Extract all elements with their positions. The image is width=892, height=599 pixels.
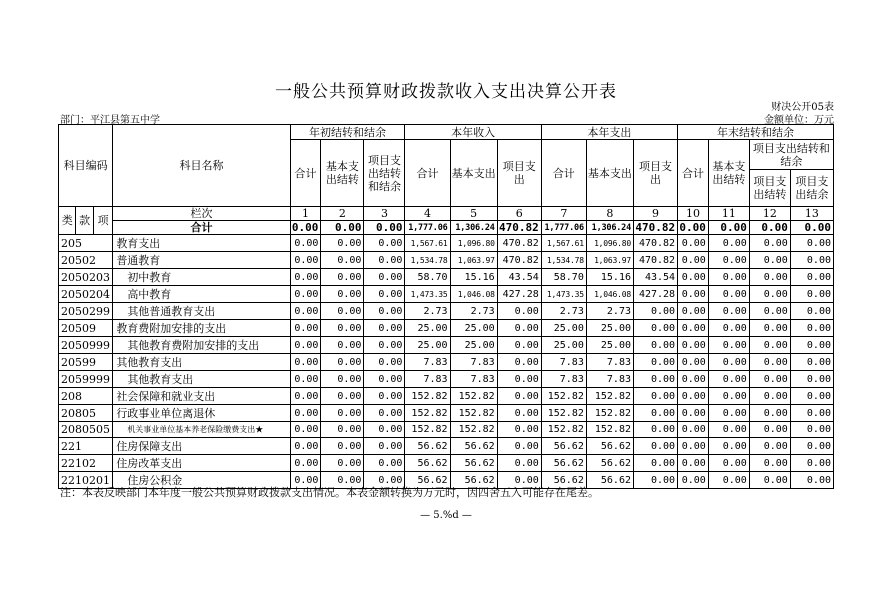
row-value: 0.00 <box>321 472 364 489</box>
h-basic-1: 基本支出结转 <box>321 140 364 207</box>
row-value: 0.00 <box>790 252 833 269</box>
row-value: 0.00 <box>290 354 321 371</box>
row-value: 0.00 <box>497 303 541 320</box>
row-value: 0.00 <box>634 438 678 455</box>
row-value: 56.62 <box>541 472 586 489</box>
h-heji: 合计 <box>113 221 290 235</box>
row-value: 0.00 <box>290 438 321 455</box>
row-value: 0.00 <box>364 455 405 472</box>
row-value: 427.28 <box>634 286 678 303</box>
row-value: 152.82 <box>450 405 497 422</box>
header-g3: 本年支出 <box>541 125 677 140</box>
table-row <box>59 320 834 337</box>
row-value: 2.73 <box>586 303 633 320</box>
row-value: 7.83 <box>541 371 586 388</box>
row-value: 15.16 <box>450 269 497 286</box>
row-value: 0.00 <box>321 286 364 303</box>
row-value: 0.00 <box>790 371 833 388</box>
row-value: 152.82 <box>541 388 586 405</box>
total-cell: 1,306.24 <box>450 221 497 235</box>
row-value: 0.00 <box>364 472 405 489</box>
row-value: 0.00 <box>749 438 790 455</box>
row-value: 0.00 <box>749 388 790 405</box>
row-value: 0.00 <box>634 388 678 405</box>
row-value: 0.00 <box>364 269 405 286</box>
row-value: 0.00 <box>708 269 749 286</box>
row-code: 20509 <box>59 320 113 337</box>
row-value: 0.00 <box>749 371 790 388</box>
row-code: 2080505 <box>59 422 113 438</box>
header-name: 科目名称 <box>113 125 290 207</box>
row-value: 0.00 <box>497 371 541 388</box>
row-value: 56.62 <box>405 438 450 455</box>
row-value: 0.00 <box>321 388 364 405</box>
col-number: 12 <box>749 207 790 221</box>
row-value: 0.00 <box>678 252 709 269</box>
row-value: 0.00 <box>708 320 749 337</box>
row-value: 1,473.35 <box>405 286 450 303</box>
row-value: 0.00 <box>290 320 321 337</box>
header-g4: 年末结转和结余 <box>678 125 834 140</box>
row-value: 0.00 <box>708 405 749 422</box>
row-value: 0.00 <box>321 303 364 320</box>
row-value: 0.00 <box>790 286 833 303</box>
row-value: 0.00 <box>790 303 833 320</box>
row-value: 25.00 <box>541 337 586 354</box>
row-value: 58.70 <box>541 269 586 286</box>
table-note: 注：本表反映部门本年度一般公共预算财政拨款支出情况。本表金额转换为万元时，因四舍五入可能存在尾差。 <box>60 486 599 499</box>
row-value: 0.00 <box>321 371 364 388</box>
col-number: 3 <box>364 207 405 221</box>
row-value: 0.00 <box>321 320 364 337</box>
total-cell: 0.00 <box>290 221 321 235</box>
row-value: 0.00 <box>749 455 790 472</box>
row-value: 0.00 <box>678 354 709 371</box>
budget-table <box>58 124 834 489</box>
row-name: 社会保障和就业支出 <box>113 388 290 405</box>
row-value: 7.83 <box>405 354 450 371</box>
row-name: 高中教育 <box>113 286 290 303</box>
row-value: 0.00 <box>790 422 833 438</box>
row-value: 0.00 <box>290 388 321 405</box>
row-value: 0.00 <box>678 422 709 438</box>
h-proj-jy: 项目支出结余 <box>790 170 833 207</box>
row-code: 20502 <box>59 252 113 269</box>
row-value: 43.54 <box>634 269 678 286</box>
row-value: 1,473.35 <box>541 286 586 303</box>
h-proj-1: 项目支出结转和结余 <box>364 140 405 207</box>
row-value: 25.00 <box>405 337 450 354</box>
h-basic-3: 基本支出 <box>586 140 633 207</box>
row-name: 初中教育 <box>113 269 290 286</box>
row-value: 56.62 <box>450 438 497 455</box>
row-value: 0.00 <box>678 320 709 337</box>
col-number: 13 <box>790 207 833 221</box>
total-cell: 470.82 <box>634 221 678 235</box>
col-number: 1 <box>290 207 321 221</box>
header-code: 科目编码 <box>59 125 113 207</box>
row-value: 0.00 <box>708 286 749 303</box>
row-value: 0.00 <box>790 388 833 405</box>
table-row <box>59 286 834 303</box>
row-value: 58.70 <box>405 269 450 286</box>
row-value: 25.00 <box>405 320 450 337</box>
row-value: 470.82 <box>634 235 678 252</box>
row-value: 25.00 <box>541 320 586 337</box>
row-value: 1,534.78 <box>541 252 586 269</box>
row-value: 0.00 <box>321 455 364 472</box>
row-value: 0.00 <box>790 269 833 286</box>
row-code: 2210201 <box>59 472 113 489</box>
row-value: 470.82 <box>634 252 678 269</box>
row-value: 0.00 <box>708 371 749 388</box>
total-cell: 0.00 <box>678 221 709 235</box>
row-value: 152.82 <box>586 388 633 405</box>
row-value: 0.00 <box>497 455 541 472</box>
row-value: 427.28 <box>497 286 541 303</box>
row-value: 0.00 <box>634 422 678 438</box>
row-value: 0.00 <box>364 422 405 438</box>
row-value: 1,567.61 <box>541 235 586 252</box>
row-code: 22102 <box>59 455 113 472</box>
col-number: 9 <box>634 207 678 221</box>
row-value: 7.83 <box>405 371 450 388</box>
row-value: 0.00 <box>364 354 405 371</box>
row-name: 教育费附加安排的支出 <box>113 320 290 337</box>
h-kuan: 款 <box>76 207 93 235</box>
row-value: 0.00 <box>290 455 321 472</box>
total-cell: 1,777.06 <box>541 221 586 235</box>
col-number: 11 <box>708 207 749 221</box>
row-value: 1,046.08 <box>450 286 497 303</box>
row-value: 0.00 <box>290 303 321 320</box>
row-value: 56.62 <box>405 472 450 489</box>
row-value: 2.73 <box>405 303 450 320</box>
row-name: 行政事业单位离退休 <box>113 405 290 422</box>
row-value: 0.00 <box>634 337 678 354</box>
row-value: 25.00 <box>450 320 497 337</box>
row-value: 0.00 <box>321 337 364 354</box>
col-number: 8 <box>586 207 633 221</box>
page-title: 一般公共预算财政拨款收入支出决算公开表 <box>275 82 617 102</box>
h-basic-4: 基本支出结转 <box>708 140 749 207</box>
row-value: 0.00 <box>497 422 541 438</box>
table-row <box>59 455 834 472</box>
total-cell: 470.82 <box>497 221 541 235</box>
table-row <box>59 269 834 286</box>
row-value: 56.62 <box>586 455 633 472</box>
unit-label: 金额单位：万元 <box>764 115 834 126</box>
col-number: 7 <box>541 207 586 221</box>
total-cell: 1,777.06 <box>405 221 450 235</box>
row-value: 0.00 <box>321 269 364 286</box>
row-value: 2.73 <box>541 303 586 320</box>
row-value: 0.00 <box>708 252 749 269</box>
h-proj-group-4: 项目支出结转和结余 <box>749 140 833 170</box>
h-lei: 类 <box>59 207 76 235</box>
row-value: 0.00 <box>634 405 678 422</box>
row-name: 住房改革支出 <box>113 455 290 472</box>
row-value: 0.00 <box>321 438 364 455</box>
row-value: 152.82 <box>405 405 450 422</box>
col-number: 10 <box>678 207 709 221</box>
row-value: 0.00 <box>790 472 833 489</box>
row-value: 152.82 <box>405 388 450 405</box>
row-value: 0.00 <box>708 235 749 252</box>
row-value: 0.00 <box>678 286 709 303</box>
row-value: 0.00 <box>708 303 749 320</box>
col-number: 5 <box>450 207 497 221</box>
total-cell: 0.00 <box>708 221 749 235</box>
row-value: 0.00 <box>290 371 321 388</box>
row-value: 7.83 <box>450 371 497 388</box>
row-value: 0.00 <box>790 320 833 337</box>
row-name: 教育支出 <box>113 235 290 252</box>
row-value: 0.00 <box>290 235 321 252</box>
table-code: 财决公开05表 <box>771 102 834 113</box>
total-cell: 0.00 <box>790 221 833 235</box>
row-value: 0.00 <box>678 388 709 405</box>
row-value: 0.00 <box>290 252 321 269</box>
row-value: 0.00 <box>634 303 678 320</box>
row-value: 0.00 <box>749 286 790 303</box>
row-value: 0.00 <box>321 405 364 422</box>
h-proj-2: 项目支出 <box>497 140 541 207</box>
row-code: 2050204 <box>59 286 113 303</box>
row-value: 0.00 <box>364 252 405 269</box>
row-value: 0.00 <box>497 320 541 337</box>
h-total-3: 合计 <box>541 140 586 207</box>
row-value: 0.00 <box>678 371 709 388</box>
row-value: 25.00 <box>450 337 497 354</box>
col-number: 2 <box>321 207 364 221</box>
row-value: 0.00 <box>749 252 790 269</box>
row-value: 0.00 <box>364 320 405 337</box>
row-value: 7.83 <box>586 371 633 388</box>
row-value: 0.00 <box>497 337 541 354</box>
row-value: 0.00 <box>364 405 405 422</box>
table-row <box>59 252 834 269</box>
row-value: 1,096.80 <box>450 235 497 252</box>
row-value: 0.00 <box>634 320 678 337</box>
row-value: 0.00 <box>634 371 678 388</box>
row-value: 0.00 <box>749 320 790 337</box>
row-value: 470.82 <box>497 235 541 252</box>
row-value: 0.00 <box>678 235 709 252</box>
row-value: 56.62 <box>586 438 633 455</box>
row-name: 住房保障支出 <box>113 438 290 455</box>
row-value: 25.00 <box>586 320 633 337</box>
h-proj-zz: 项目支出结转 <box>749 170 790 207</box>
row-value: 0.00 <box>321 422 364 438</box>
row-value: 25.00 <box>586 337 633 354</box>
row-value: 0.00 <box>749 354 790 371</box>
row-value: 0.00 <box>497 405 541 422</box>
header-g1: 年初结转和结余 <box>290 125 405 140</box>
table-row <box>59 337 834 354</box>
row-value: 56.62 <box>450 472 497 489</box>
h-total-4: 合计 <box>678 140 709 207</box>
row-value: 0.00 <box>497 388 541 405</box>
row-value: 0.00 <box>678 337 709 354</box>
row-name: 机关事业单位基本养老保险缴费支出★ <box>113 422 290 438</box>
row-name: 其他教育支出 <box>113 371 290 388</box>
h-proj-3: 项目支出 <box>634 140 678 207</box>
row-value: 152.82 <box>450 388 497 405</box>
row-code: 2050999 <box>59 337 113 354</box>
row-code: 20599 <box>59 354 113 371</box>
table-row <box>59 438 834 455</box>
row-value: 0.00 <box>790 405 833 422</box>
row-value: 0.00 <box>749 303 790 320</box>
row-value: 0.00 <box>290 286 321 303</box>
row-value: 0.00 <box>790 337 833 354</box>
row-value: 0.00 <box>790 455 833 472</box>
row-value: 0.00 <box>497 354 541 371</box>
row-value: 0.00 <box>364 303 405 320</box>
row-name: 其他教育支出 <box>113 354 290 371</box>
row-value: 0.00 <box>321 235 364 252</box>
row-value: 0.00 <box>364 337 405 354</box>
row-value: 152.82 <box>450 422 497 438</box>
row-value: 1,096.80 <box>586 235 633 252</box>
row-code: 208 <box>59 388 113 405</box>
row-value: 1,046.08 <box>586 286 633 303</box>
row-value: 0.00 <box>678 405 709 422</box>
row-value: 0.00 <box>364 286 405 303</box>
table-row <box>59 235 834 252</box>
row-value: 0.00 <box>497 438 541 455</box>
row-value: 0.00 <box>708 354 749 371</box>
row-value: 1,063.97 <box>586 252 633 269</box>
row-name: 住房公积金 <box>113 472 290 489</box>
row-value: 0.00 <box>708 422 749 438</box>
row-value: 0.00 <box>678 269 709 286</box>
h-xiang: 项 <box>93 207 112 235</box>
row-value: 0.00 <box>678 455 709 472</box>
row-value: 152.82 <box>405 422 450 438</box>
row-value: 152.82 <box>541 422 586 438</box>
row-value: 152.82 <box>541 405 586 422</box>
col-number: 6 <box>497 207 541 221</box>
row-value: 0.00 <box>708 472 749 489</box>
table-row <box>59 422 834 438</box>
row-code: 2050203 <box>59 269 113 286</box>
row-value: 0.00 <box>634 455 678 472</box>
row-value: 7.83 <box>541 354 586 371</box>
row-value: 0.00 <box>321 252 364 269</box>
col-number: 4 <box>405 207 450 221</box>
row-value: 0.00 <box>678 472 709 489</box>
row-value: 0.00 <box>290 269 321 286</box>
table-row <box>59 371 834 388</box>
table-row <box>59 388 834 405</box>
row-value: 0.00 <box>290 472 321 489</box>
row-value: 0.00 <box>678 303 709 320</box>
row-value: 0.00 <box>749 472 790 489</box>
row-value: 0.00 <box>708 337 749 354</box>
row-value: 7.83 <box>450 354 497 371</box>
row-code: 20805 <box>59 405 113 422</box>
row-value: 0.00 <box>497 472 541 489</box>
row-value: 0.00 <box>364 371 405 388</box>
total-cell: 1,306.24 <box>586 221 633 235</box>
total-cell: 0.00 <box>321 221 364 235</box>
row-value: 0.00 <box>749 269 790 286</box>
row-value: 0.00 <box>708 455 749 472</box>
row-value: 0.00 <box>749 405 790 422</box>
row-value: 0.00 <box>290 405 321 422</box>
row-value: 1,567.61 <box>405 235 450 252</box>
row-value: 0.00 <box>634 354 678 371</box>
row-value: 152.82 <box>586 422 633 438</box>
row-value: 0.00 <box>790 354 833 371</box>
row-name: 普通教育 <box>113 252 290 269</box>
row-value: 56.62 <box>541 455 586 472</box>
row-value: 0.00 <box>708 438 749 455</box>
row-value: 0.00 <box>708 388 749 405</box>
row-value: 7.83 <box>586 354 633 371</box>
row-value: 0.00 <box>290 422 321 438</box>
row-value: 0.00 <box>749 235 790 252</box>
h-total-1: 合计 <box>290 140 321 207</box>
row-value: 56.62 <box>405 455 450 472</box>
total-cell: 0.00 <box>364 221 405 235</box>
row-code: 221 <box>59 438 113 455</box>
row-value: 43.54 <box>497 269 541 286</box>
row-value: 0.00 <box>290 337 321 354</box>
table-row <box>59 354 834 371</box>
row-value: 1,063.97 <box>450 252 497 269</box>
department-label: 部门：平江县第五中学 <box>60 115 160 126</box>
total-cell: 0.00 <box>749 221 790 235</box>
row-code: 2059999 <box>59 371 113 388</box>
row-code: 205 <box>59 235 113 252</box>
row-name: 其他教育费附加安排的支出 <box>113 337 290 354</box>
row-value: 56.62 <box>586 472 633 489</box>
table-row <box>59 303 834 320</box>
header-g2: 本年收入 <box>405 125 541 140</box>
row-value: 470.82 <box>497 252 541 269</box>
h-basic-2: 基本支出 <box>450 140 497 207</box>
row-value: 0.00 <box>790 235 833 252</box>
row-value: 56.62 <box>541 438 586 455</box>
page-number: — 5.%d — <box>420 510 472 521</box>
row-value: 0.00 <box>321 354 364 371</box>
row-value: 0.00 <box>634 472 678 489</box>
row-value: 152.82 <box>586 405 633 422</box>
row-value: 15.16 <box>586 269 633 286</box>
table-row <box>59 405 834 422</box>
row-name: 其他普通教育支出 <box>113 303 290 320</box>
row-value: 0.00 <box>749 422 790 438</box>
row-value: 2.73 <box>450 303 497 320</box>
row-value: 0.00 <box>678 438 709 455</box>
row-value: 0.00 <box>790 438 833 455</box>
row-value: 56.62 <box>450 455 497 472</box>
row-value: 0.00 <box>364 235 405 252</box>
h-lanci: 栏次 <box>113 207 290 221</box>
row-value: 0.00 <box>364 388 405 405</box>
row-value: 0.00 <box>364 438 405 455</box>
row-value: 0.00 <box>749 337 790 354</box>
row-value: 1,534.78 <box>405 252 450 269</box>
row-code: 2050299 <box>59 303 113 320</box>
h-total-2: 合计 <box>405 140 450 207</box>
